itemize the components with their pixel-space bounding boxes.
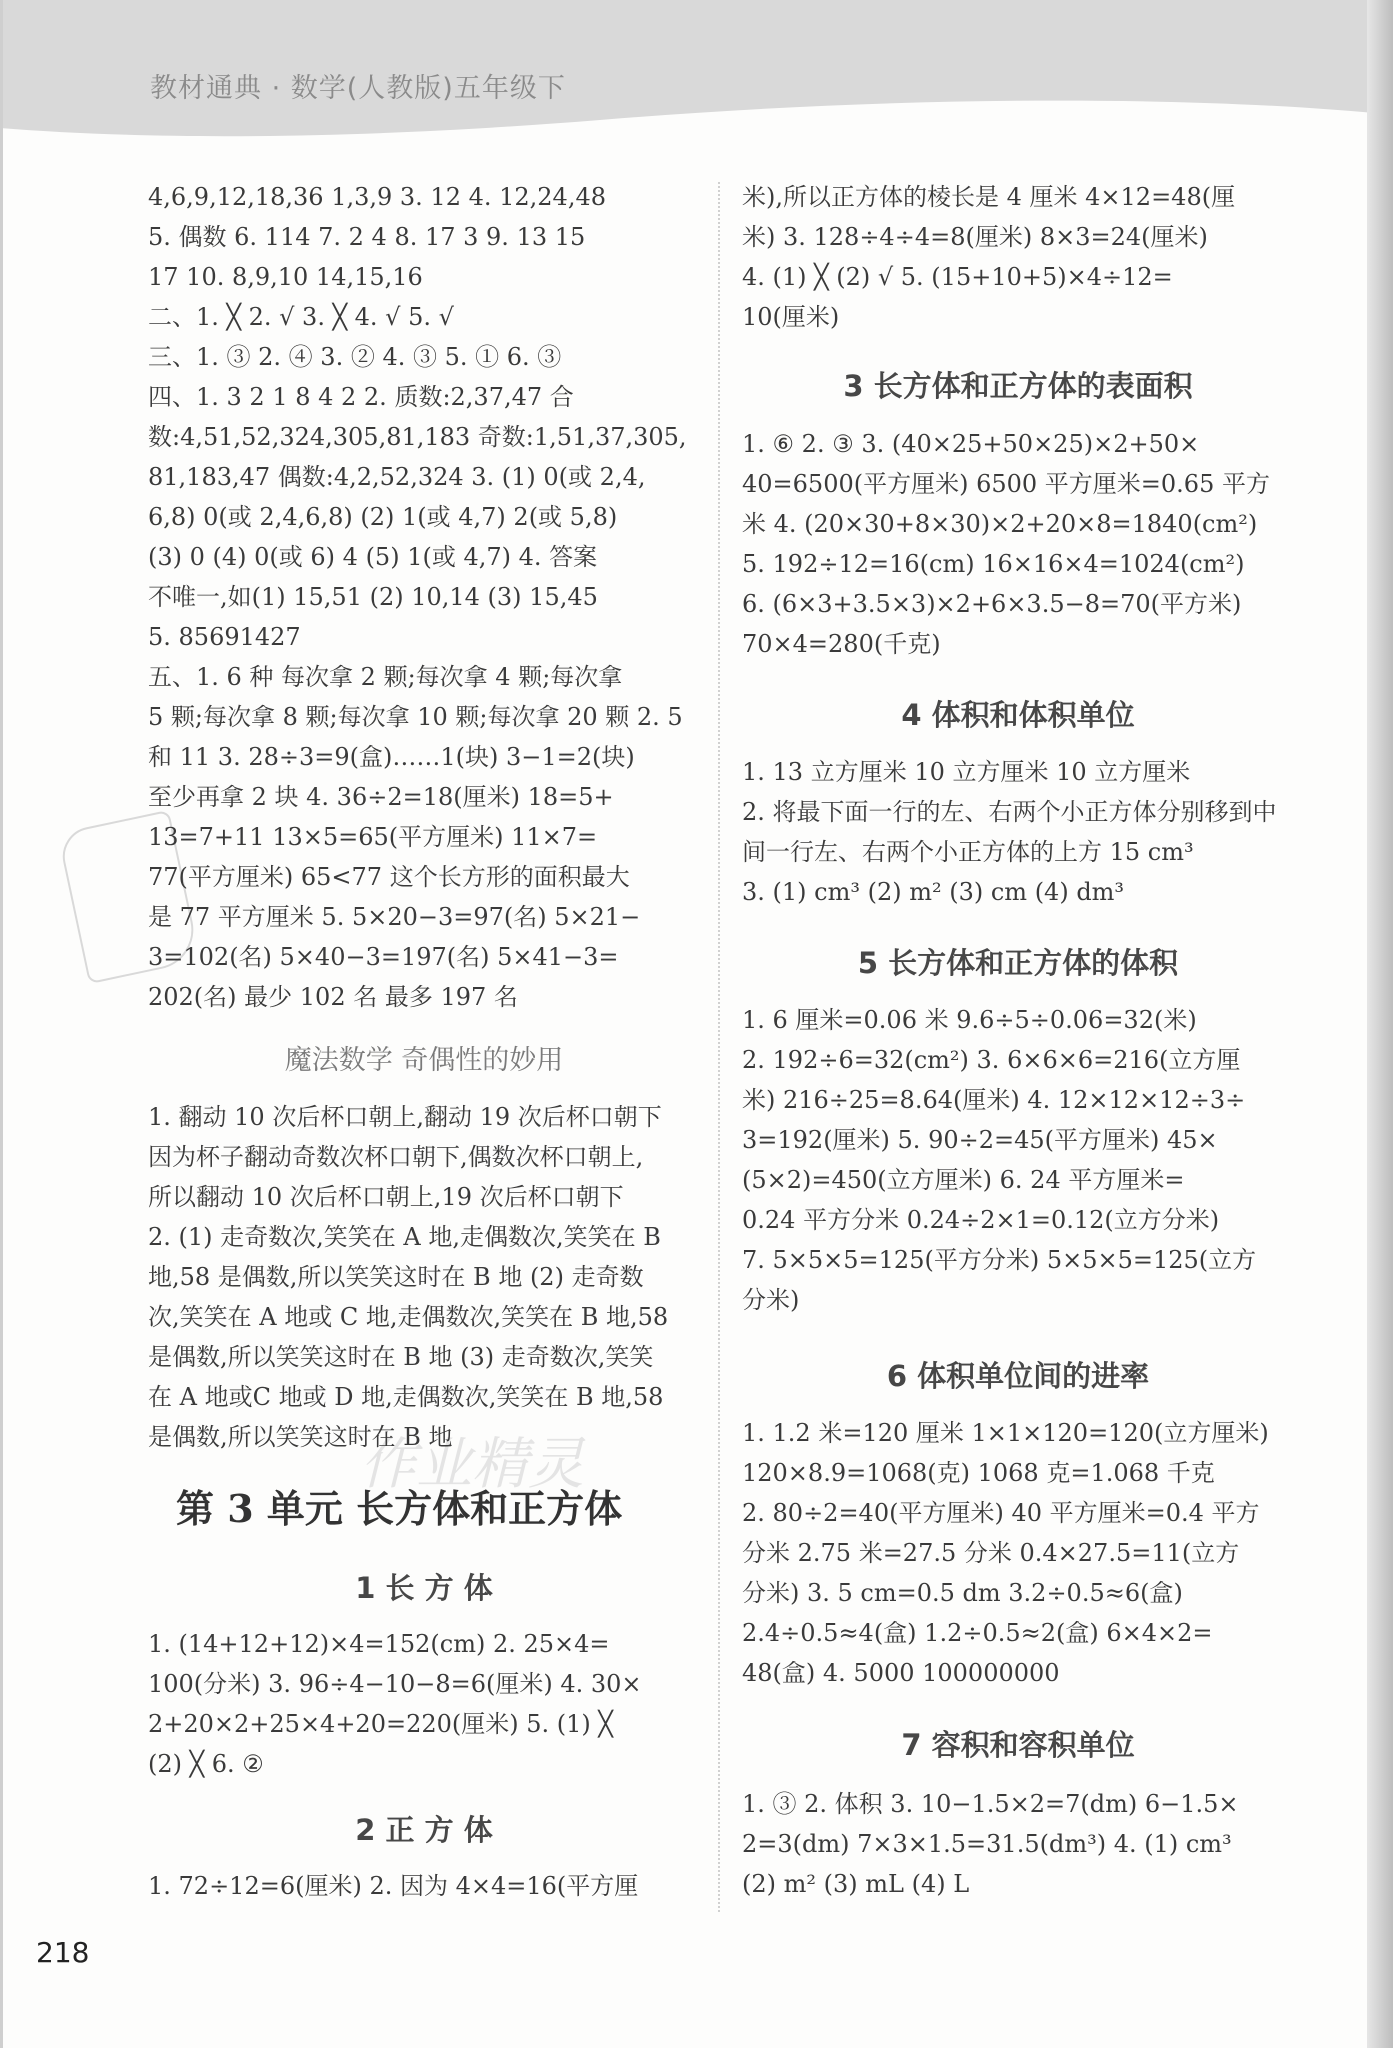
answer-line: 100(分米) 3. 96÷4−10−8=6(厘米) 4. 30×	[148, 1670, 642, 1698]
answer-line: (2) ╳ 6. ②	[148, 1750, 264, 1778]
answer-line: 2. 192÷6=32(cm²) 3. 6×6×6=216(立方厘	[742, 1046, 1241, 1074]
answer-line: 1. (14+12+12)×4=152(cm) 2. 25×4=	[148, 1630, 610, 1658]
answer-line: 13=7+11 13×5=65(平方厘米) 11×7=	[148, 823, 598, 851]
answer-line: 是偶数,所以笑笑这时在 B 地 (3) 走奇数次,笑笑	[148, 1343, 654, 1371]
answer-line: 不唯一,如(1) 15,51 (2) 10,14 (3) 15,45	[148, 583, 598, 611]
answer-line: 分米) 3. 5 cm=0.5 dm 3.2÷0.5≈6(盒)	[742, 1579, 1183, 1607]
left-answers-a	[148, 177, 700, 1017]
magic-math-heading: 魔法数学 奇偶性的妙用	[284, 1045, 564, 1076]
answer-line: 间一行左、右两个小正方体的上方 15 cm³	[742, 838, 1194, 866]
answer-line: 6. (6×3+3.5×3)×2+6×3.5−8=70(平方米)	[742, 590, 1242, 618]
section-1-heading: 1 长 方 体	[355, 1571, 493, 1605]
watermark-text: 作业精灵	[360, 1432, 584, 1497]
unit-3-heading: 第 3 单元 长方体和正方体	[176, 1486, 623, 1531]
answer-line: 是偶数,所以笑笑这时在 B 地	[148, 1423, 453, 1451]
page-left-edge	[0, 0, 3, 2048]
answer-line: 分米)	[742, 1286, 800, 1314]
answer-line: (3) 0 (4) 0(或 6) 4 (5) 1(或 4,7) 4. 答案	[148, 543, 598, 571]
answer-line: 120×8.9=1068(克) 1068 克=1.068 千克	[742, 1459, 1215, 1487]
answer-line: 1. ③ 2. 体积 3. 10−1.5×2=7(dm) 6−1.5×	[742, 1790, 1239, 1818]
answer-line: 1. 6 厘米=0.06 米 9.6÷5÷0.06=32(米)	[742, 1006, 1197, 1034]
answer-line: 米 4. (20×30+8×30)×2+20×8=1840(cm²)	[742, 510, 1258, 538]
section-1-answers	[148, 1624, 700, 1784]
answer-line: 四、1. 3 2 1 8 4 2 2. 质数:2,37,47 合	[148, 383, 574, 411]
section-7-answers	[742, 1784, 1294, 1904]
section-3-answers	[742, 424, 1294, 664]
magic-math-answers	[148, 1097, 700, 1457]
answer-line: 2. 将最下面一行的左、右两个小正方体分别移到中	[742, 798, 1277, 826]
answer-line: 分米 2.75 米=27.5 分米 0.4×27.5=11(立方	[742, 1539, 1240, 1567]
running-header-title: 教材通典 · 数学(人教版)五年级下	[150, 73, 566, 104]
answer-line: 77(平方厘米) 65<77 这个长方形的面积最大	[148, 863, 630, 891]
answer-line: 1. 72÷12=6(厘米) 2. 因为 4×4=16(平方厘	[148, 1872, 639, 1900]
answer-line: 2+20×2+25×4+20=220(厘米) 5. (1) ╳	[148, 1710, 613, 1738]
answer-line: 1. 翻动 10 次后杯口朝上,翻动 19 次后杯口朝下	[148, 1103, 662, 1131]
answer-line: 5. 85691427	[148, 623, 301, 651]
section-5-heading: 5 长方体和正方体的体积	[857, 946, 1179, 980]
answer-line: 5 颗;每次拿 8 颗;每次拿 10 颗;每次拿 20 颗 2. 5	[148, 703, 683, 731]
answer-line: 至少再拿 2 块 4. 36÷2=18(厘米) 18=5+	[148, 783, 614, 811]
answer-line: 次,笑笑在 A 地或 C 地,走偶数次,笑笑在 B 地,58	[148, 1303, 669, 1331]
page-right-edge	[1367, 0, 1393, 2048]
answer-line: 40=6500(平方厘米) 6500 平方厘米=0.65 平方	[742, 470, 1270, 498]
answer-line: 3=192(厘米) 5. 90÷2=45(平方厘米) 45×	[742, 1126, 1218, 1154]
answer-line: (5×2)=450(立方厘米) 6. 24 平方厘米=	[742, 1166, 1185, 1194]
answer-line: 4,6,9,12,18,36 1,3,9 3. 12 4. 12,24,48	[148, 183, 606, 211]
answer-line: 6,8) 0(或 2,4,6,8) (2) 1(或 4,7) 2(或 5,8)	[148, 503, 618, 531]
answer-line: 米) 216÷25=8.64(厘米) 4. 12×12×12÷3÷	[742, 1086, 1246, 1114]
section-2-heading: 2 正 方 体	[355, 1813, 493, 1847]
answer-line: 五、1. 6 种 每次拿 2 颗;每次拿 4 颗;每次拿	[148, 663, 623, 691]
section-6-heading: 6 体积单位间的进率	[886, 1359, 1150, 1393]
answer-line: 1. 13 立方厘米 10 立方厘米 10 立方厘米	[742, 758, 1191, 786]
answer-line: 4. (1) ╳ (2) √ 5. (15+10+5)×4÷12=	[742, 263, 1173, 291]
answer-line: 因为杯子翻动奇数次杯口朝下,偶数次杯口朝上,	[148, 1143, 644, 1171]
answer-line: (2) m² (3) mL (4) L	[742, 1870, 970, 1898]
answer-line: 7. 5×5×5=125(平方分米) 5×5×5=125(立方	[742, 1246, 1257, 1274]
section-4-heading: 4 体积和体积单位	[901, 698, 1135, 732]
answer-line: 81,183,47 偶数:4,2,52,324 3. (1) 0(或 2,4,	[148, 463, 646, 491]
answer-line: 5. 偶数 6. 114 7. 2 4 8. 17 3 9. 13 15	[148, 223, 586, 251]
answer-line: 1. ⑥ 2. ③ 3. (40×25+50×25)×2+50×	[742, 430, 1200, 458]
answer-line: 5. 192÷12=16(cm) 16×16×4=1024(cm²)	[742, 550, 1245, 578]
answer-line: 2=3(dm) 7×3×1.5=31.5(dm³) 4. (1) cm³	[742, 1830, 1232, 1858]
section-3-heading: 3 长方体和正方体的表面积	[843, 369, 1193, 403]
answer-line: 10(厘米)	[742, 303, 840, 331]
column-divider	[718, 182, 720, 1912]
answer-line: 三、1. ③ 2. ④ 3. ② 4. ③ 5. ① 6. ③	[148, 343, 562, 371]
answer-line: 米),所以正方体的棱长是 4 厘米 4×12=48(厘	[742, 183, 1236, 211]
section-4-answers	[742, 752, 1294, 912]
answer-line: 0.24 平方分米 0.24÷2×1=0.12(立方分米)	[742, 1206, 1220, 1234]
answer-line: 所以翻动 10 次后杯口朝上,19 次后杯口朝下	[148, 1183, 624, 1211]
answer-line: 70×4=280(千克)	[742, 630, 941, 658]
right-answers-a	[742, 177, 1294, 337]
answer-line: 3. (1) cm³ (2) m² (3) cm (4) dm³	[742, 878, 1125, 906]
answer-line: 米) 3. 128÷4÷4=8(厘米) 8×3=24(厘米)	[742, 223, 1208, 251]
answer-line: 1. 1.2 米=120 厘米 1×1×120=120(立方厘米)	[742, 1419, 1269, 1447]
section-5-answers	[742, 1000, 1294, 1320]
answer-line: 数:4,51,52,324,305,81,183 奇数:1,51,37,305,	[148, 423, 687, 451]
answer-line: 3=102(名) 5×40−3=197(名) 5×41−3=	[148, 943, 619, 971]
answer-line: 2. (1) 走奇数次,笑笑在 A 地,走偶数次,笑笑在 B	[148, 1223, 661, 1251]
answer-line: 是 77 平方厘米 5. 5×20−3=97(名) 5×21−	[148, 903, 641, 931]
answer-line: 2. 80÷2=40(平方厘米) 40 平方厘米=0.4 平方	[742, 1499, 1260, 1527]
answer-line: 二、1. ╳ 2. √ 3. ╳ 4. √ 5. √	[148, 303, 454, 331]
section-2-answers	[148, 1866, 700, 1906]
section-6-answers	[742, 1413, 1294, 1693]
answer-line: 2.4÷0.5≈4(盒) 1.2÷0.5≈2(盒) 6×4×2=	[742, 1619, 1213, 1647]
section-7-heading: 7 容积和容积单位	[901, 1728, 1135, 1762]
answer-line: 17 10. 8,9,10 14,15,16	[148, 263, 423, 291]
answer-line: 48(盒) 4. 5000 100000000	[742, 1659, 1060, 1687]
answer-line: 在 A 地或C 地或 D 地,走偶数次,笑笑在 B 地,58	[148, 1383, 664, 1411]
answer-line: 地,58 是偶数,所以笑笑这时在 B 地 (2) 走奇数	[148, 1263, 644, 1291]
answer-line: 和 11 3. 28÷3=9(盒)……1(块) 3−1=2(块)	[148, 743, 635, 771]
answer-line: 202(名) 最少 102 名 最多 197 名	[148, 983, 518, 1011]
page-number: 218	[36, 1936, 90, 1969]
